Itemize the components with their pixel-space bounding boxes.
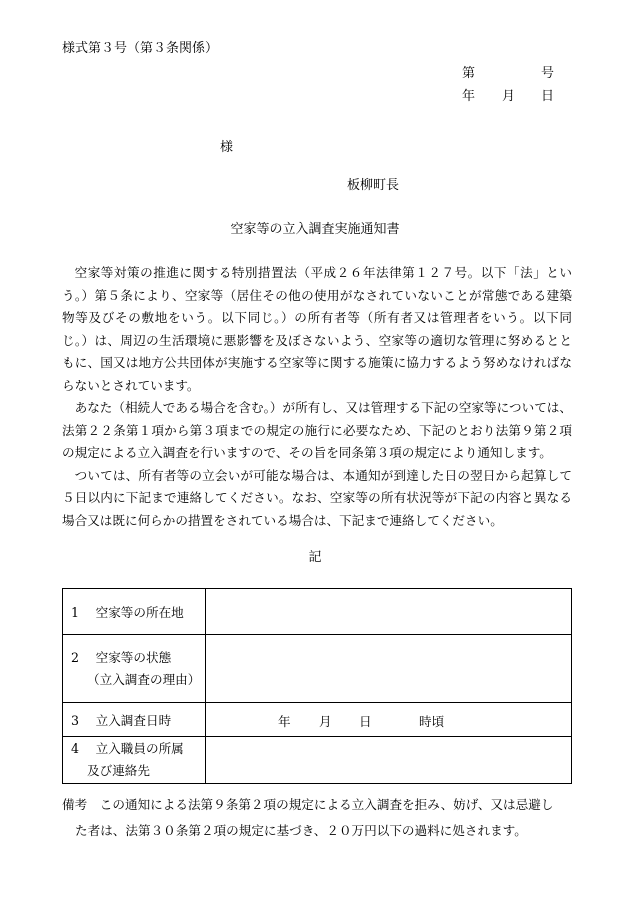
staff-value-cell [206, 737, 572, 784]
body-paragraph: あなた（相続人である場合を含む。）が所有し、又は管理する下記の空家等については、法第２２条第１項から第３項までの規定の施行に必要なため、下記のとおり法第９第２項の規定による立入調査を行いますので、その旨を同条第３項の規定により通知します。 [62, 400, 572, 460]
remarks-line-1: 備考 この通知による法第９条第２項の規定による立入調査を拒み、妨げ、又は忌避し [62, 797, 554, 812]
date-year-label: 年 [462, 89, 476, 104]
location-value-cell [206, 589, 572, 635]
body-section [62, 262, 572, 532]
document-number-suffix: 号 [541, 66, 555, 81]
condition-label [63, 635, 206, 703]
remarks-line-2: た者は、法第３０条第２項の規定に基づき、２０万円以下の過料に処されます。 [75, 823, 527, 838]
body-paragraph: 空家等対策の推進に関する特別措置法（平成２６年法律第１２７号。以下「法」という。）第５条により、空家等（居住その他の使用がなされていないことが常態である建築物等及びその敷地をいう。以下同じ。）の所有者等（所有者又は管理者をいう。以下同じ。）は、周辺の生活環境に悪影響を及ぼさないよう、空家等の適切な管理に努めるとともに、国又は地方公共団体が実施する空家等に関する施策に協力するよう努めなければならないとされています。 [62, 265, 572, 393]
ki-heading: 記 [308, 550, 322, 565]
datetime-year: 年 [278, 714, 291, 729]
datetime-label-text: 3 立入調査日時 [71, 713, 172, 728]
table-row [63, 737, 572, 784]
details-table [62, 588, 572, 784]
form-number: 様式第３号（第３条関係） [62, 41, 219, 56]
recipient-honorific: 様 [220, 140, 234, 155]
datetime-time: 時頃 [419, 714, 445, 729]
location-label-text: 1 空家等の所在地 [71, 605, 184, 620]
staff-label-sub: 及び連絡先 [87, 763, 150, 778]
datetime-day: 日 [359, 714, 372, 729]
condition-value-cell [206, 635, 572, 703]
document-number-prefix: 第 [462, 66, 476, 81]
staff-label [63, 737, 206, 784]
body-paragraph: ついては、所有者等の立会いが可能な場合は、本通知が到達した日の翌日から起算して５日以内に下記まで連絡してください。なお、空家等の所有状況等が下記の内容と異なる場合又は既に何らかの措置をされている場合は、下記まで連絡してください。 [62, 467, 572, 528]
remarks-note [62, 792, 582, 844]
datetime-value-cell [206, 703, 572, 737]
condition-label-sub: （立入調査の理由） [87, 671, 201, 687]
date-day-label: 日 [541, 89, 555, 104]
staff-label-text: 4 立入職員の所属 [71, 741, 184, 756]
datetime-label [63, 703, 206, 737]
location-label [63, 589, 206, 635]
table-row [63, 635, 572, 703]
table-row [63, 703, 572, 737]
table-row [63, 589, 572, 635]
sender-name: 板柳町長 [347, 178, 400, 193]
date-month-label: 月 [502, 89, 516, 104]
condition-label-text: 2 空家等の状態 [71, 649, 172, 665]
datetime-month: 月 [319, 714, 332, 729]
page-title: 空家等の立入調査実施通知書 [230, 222, 400, 237]
